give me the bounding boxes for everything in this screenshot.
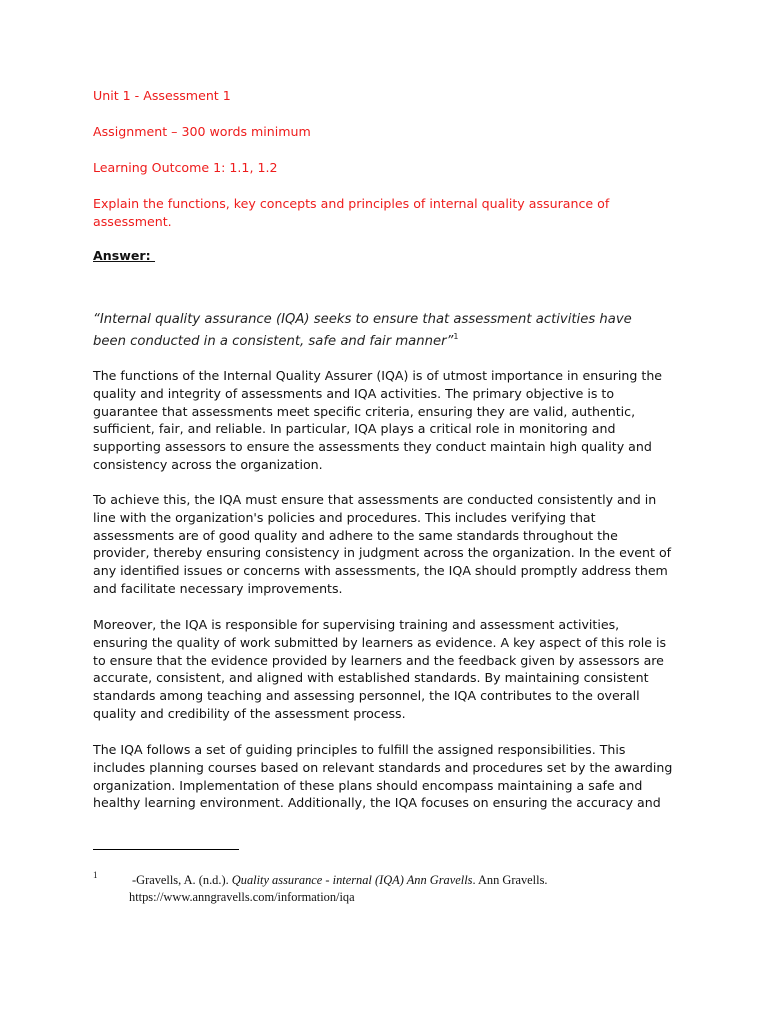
- opening-quote: [93, 309, 663, 353]
- paragraph-functions: The functions of the Internal Quality Assurer (IQA) is of utmost importance in ensuring the quality and integrity of assessments and IQA activities. The primary objective is to guarantee that assessments meet specific criteria, ensuring they are valid, authentic, sufficient, fair, and reliable. In particular, IQA plays a critical role in monitoring and supporting assessors to ensure the assessments they conduct maintain high quality and consistency across the organization.: [93, 368, 663, 472]
- quote-text: “Internal quality assurance (IQA) seeks to ensure that assessment activities have been conducted in a consistent, safe and fair manner”: [93, 312, 632, 349]
- answer-label: Answer:: [93, 248, 156, 263]
- footnote-number: 1: [93, 870, 98, 880]
- citation-title: Quality assurance - internal (IQA) Ann Gravells: [231, 873, 473, 887]
- citation-url: https://www.anngravells.com/information/iqa: [129, 889, 355, 904]
- paragraph-principles: The IQA follows a set of guiding principles to fulfill the assigned responsibilities. This includes planning courses based on relevant standards and procedures set by the awarding organization. Implementation of these plans should encompass maintaining a safe and healthy learning environment. Additionally, the IQA focuses on ensuring the accuracy and: [93, 742, 673, 811]
- learning-outcome-heading: Learning Outcome 1: 1.1, 1.2: [93, 160, 278, 175]
- unit-heading: Unit 1 - Assessment 1: [93, 88, 231, 103]
- question-heading: Explain the functions, key concepts and principles of internal quality assurance of assessment.: [93, 196, 610, 229]
- paragraph-consistency: To achieve this, the IQA must ensure that assessments are conducted consistently and in line with the organization's policies and procedures. This includes verifying that assessments are of good quality and adhere to the same standards throughout the provider, thereby ensuring consistency in judgment across the organization. In the event of any identified issues or concerns with assessments, the IQA should promptly address them and facilitate necessary improvements.: [93, 492, 672, 596]
- footnote-reference: 1: [453, 332, 459, 341]
- footnote-separator: [93, 849, 239, 850]
- paragraph-supervision: Moreover, the IQA is responsible for supervising training and assessment activities, ensuring the quality of work submitted by learners as evidence. A key aspect of this role is to ensure that the evidence provided by learners and the feedback given by assessors are accurate, consistent, and aligned with established standards. By maintaining consistent standards among teaching and assessing personnel, the IQA contributes to the overall quality and credibility of the assessment process.: [93, 617, 667, 721]
- citation-publisher: . Ann Gravells.: [472, 873, 548, 887]
- footnote-citation: [129, 872, 649, 905]
- assignment-heading: Assignment – 300 words minimum: [93, 124, 311, 139]
- citation-prefix: -Gravells, A. (n.d.).: [132, 873, 232, 887]
